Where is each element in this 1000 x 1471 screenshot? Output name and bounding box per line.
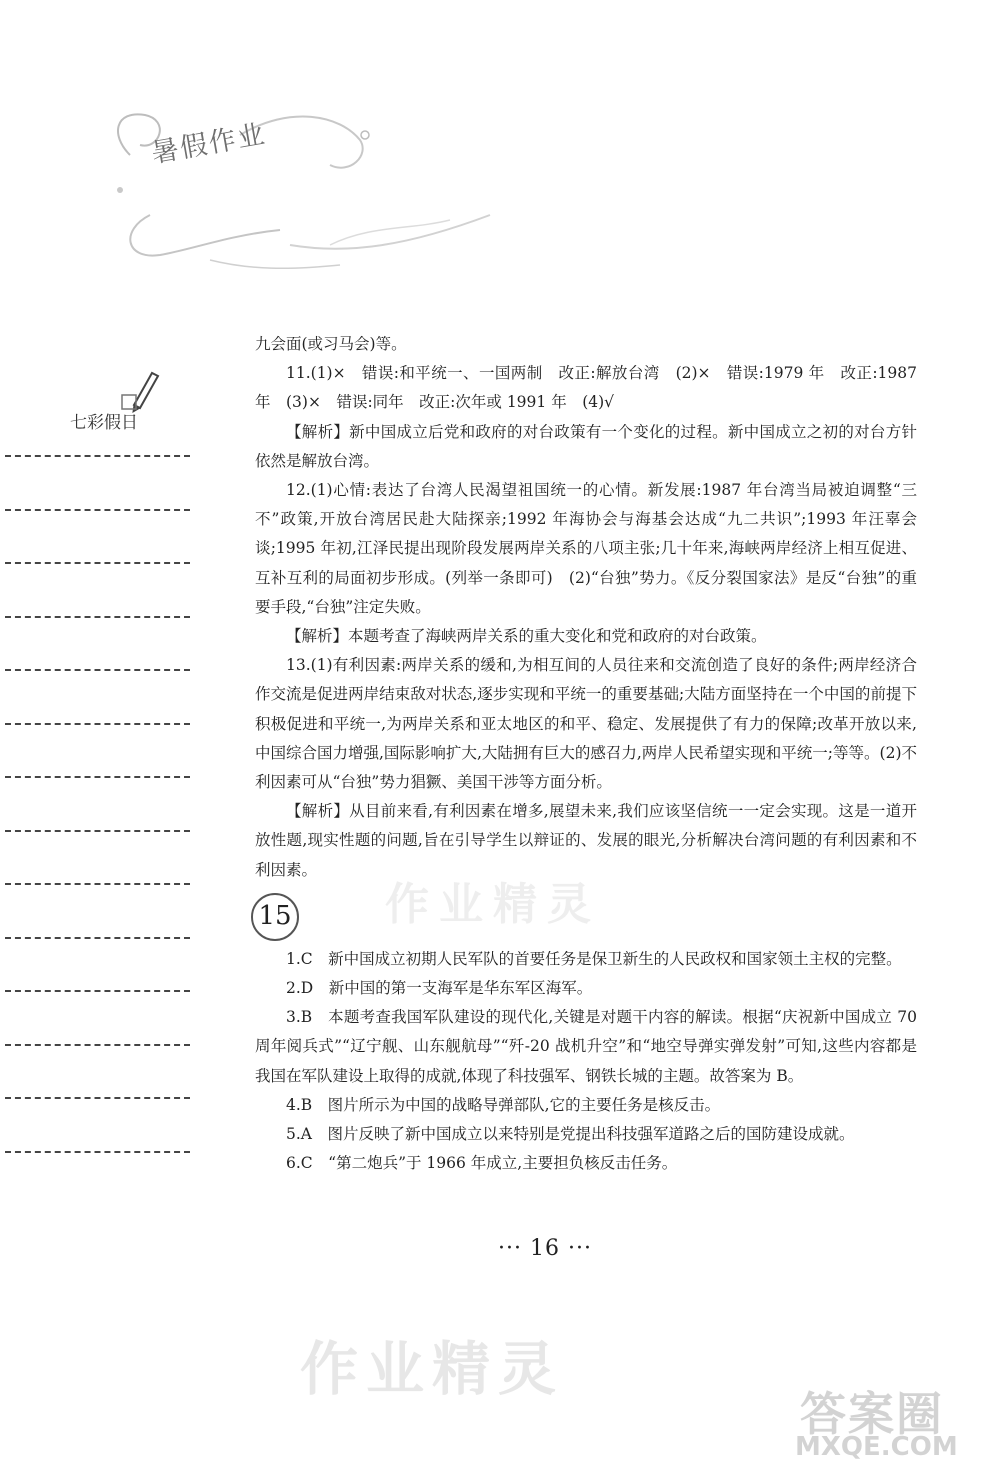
answer-paragraph: 【解析】从目前来看,有利因素在增多,展望未来,我们应该坚信统一一定会实现。这是一道开放性题,现实性题的问题,旨在引导学生以辩证的、发展的眼光,分析解决台湾问题的有利因素和不利因素。 bbox=[255, 802, 917, 879]
note-line bbox=[5, 616, 190, 618]
answer-paragraph: 13.(1)有利因素:两岸关系的缓和,为相互间的人员往来和交流创造了良好的条件;两岸经济合作交流是促进两岸结束敌对状态,逐步实现和平统一的重要基础;大陆方面坚持在一个中国的前提下积极促进和平统一,为两岸关系和亚太地区的和平、稳定、发展提供了有力的保障;改革开放以来,中国综合国力增强,国际影响扩大,大陆拥有巨大的感召力,两岸人民希望实现和平统一;等等。(2)不利因素可从“台独”势力猖獗、美国干涉等方面分析。 bbox=[255, 656, 917, 792]
watermark-bottom: 作业精灵 bbox=[300, 1335, 565, 1403]
note-line bbox=[5, 830, 190, 832]
note-line bbox=[5, 1044, 190, 1046]
note-line bbox=[5, 509, 190, 511]
note-line bbox=[5, 669, 190, 671]
answer-content bbox=[255, 330, 917, 1178]
answers-section-15 bbox=[255, 945, 917, 1179]
section-number-badge: 15 bbox=[251, 893, 299, 941]
header-title: 暑假作业 bbox=[149, 118, 269, 170]
site-logo: 答案圈 bbox=[800, 1387, 944, 1441]
note-line bbox=[5, 937, 190, 939]
note-line bbox=[5, 883, 190, 885]
answer-paragraph: 【解析】本题考查了海峡两岸关系的重大变化和党和政府的对台政策。 bbox=[286, 627, 767, 646]
watermark-middle: 作业精灵 bbox=[385, 879, 601, 930]
answer-paragraph: 12.(1)心情:表达了台湾人民渴望祖国统一的心情。新发展:1987 年台湾当局被迫调整“三不”政策,开放台湾居民赴大陆探亲;1992 年海协会与海基会达成“九二共识”;1993 年汪辜会谈;1995 年初,江泽民提出现阶段发展两岸关系的八项主张;几十年来,海峡两岸经济上相互促进、互补互利的局面初步形成。(列举一条即可) (2)“台独”势力。《反分裂国家法》是反“台独”的重要手段,“台独”注定失败。 bbox=[255, 481, 917, 616]
answer-paragraph: 【解析】新中国成立后党和政府的对台政策有一个变化的过程。新中国成立之初的对台方针依然是解放台湾。 bbox=[255, 422, 917, 470]
answer-paragraph: 4.B 图片所示为中国的战略导弹部队,它的主要任务是核反击。 bbox=[286, 1095, 721, 1114]
page-number: ··· 16 ··· bbox=[498, 1236, 592, 1261]
note-line bbox=[5, 562, 190, 564]
answer-paragraph: 5.A 图片反映了新中国成立以来特别是党提出科技强军道路之后的国防建设成就。 bbox=[286, 1125, 855, 1144]
note-line bbox=[5, 1151, 190, 1153]
answer-paragraph: 1.C 新中国成立初期人民军队的首要任务是保卫新生的人民政权和国家领土主权的完整。 bbox=[286, 949, 902, 968]
site-logo-url: MXQE.COM bbox=[795, 1432, 958, 1462]
note-line bbox=[5, 990, 190, 992]
note-line bbox=[5, 1097, 190, 1099]
header-ornament bbox=[90, 95, 510, 285]
note-line bbox=[5, 723, 190, 725]
answer-paragraph: 11.(1)× 错误:和平统一、一国两制 改正:解放台湾 (2)× 错误:1979 年 改正:1987 年 (3)× 错误:同年 改正:次年或 1991 年 (4)√ bbox=[255, 364, 917, 412]
answers-section-14 bbox=[255, 330, 917, 885]
answer-paragraph: 2.D 新中国的第一支海军是华东军区海军。 bbox=[286, 979, 593, 998]
note-line bbox=[5, 776, 190, 778]
answer-paragraph: 6.C “第二炮兵”于 1966 年成立,主要担负核反击任务。 bbox=[286, 1154, 678, 1173]
sidebar-label: 七彩假日 bbox=[70, 413, 138, 433]
answer-paragraph: 九会面(或习马会)等。 bbox=[255, 335, 407, 353]
note-line bbox=[5, 455, 190, 457]
answer-paragraph: 3.B 本题考查我国军队建设的现代化,关键是对题干内容的解读。根据“庆祝新中国成立 70 周年阅兵式”“辽宁舰、山东舰航母”“歼-20 战机升空”和“地空导弹实弹发射”可知,这些内容都是我国在军队建设上取得的成就,体现了科技强军、钢铁长城的主题。故答案为 B。 bbox=[255, 1008, 917, 1085]
